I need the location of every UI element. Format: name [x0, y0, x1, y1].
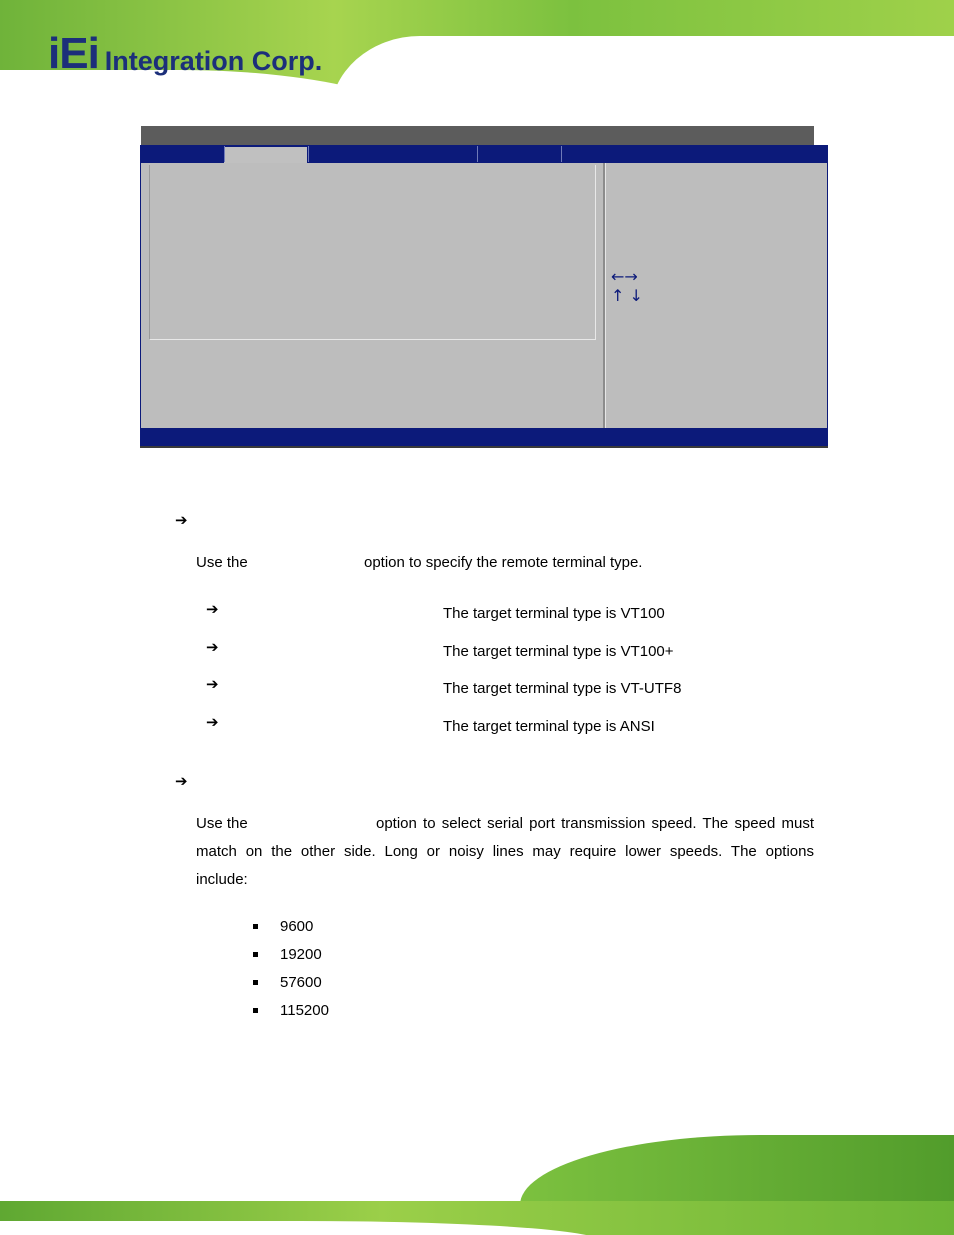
- section1-arrow-icon: ➔: [175, 511, 188, 529]
- option-arrow-icon: ➔: [206, 675, 219, 693]
- page-header-banner: [0, 0, 954, 118]
- option-description: The target terminal type is ANSI: [443, 718, 655, 735]
- speed-option: 57600: [280, 974, 322, 991]
- bios-body: [140, 163, 828, 428]
- tab-separator: [308, 146, 309, 162]
- speed-option: 115200: [280, 1002, 329, 1019]
- option-description: The target terminal type is VT100: [443, 605, 665, 622]
- option-description: The target terminal type is VT-UTF8: [443, 680, 682, 697]
- bullet-icon: [253, 952, 258, 957]
- bios-settings-panel: [149, 165, 596, 340]
- page-footer-banner: [0, 1135, 954, 1235]
- option-arrow-icon: ➔: [206, 713, 219, 731]
- section1-intro-suffix: option to specify the remote terminal type.: [364, 554, 643, 571]
- section2-intro-line2: match on the other side. Long or noisy lines may require lower speeds. The options: [196, 843, 814, 860]
- logo-mark: iEi: [48, 29, 99, 78]
- option-arrow-icon: ➔: [206, 600, 219, 618]
- bios-status-bar: [140, 428, 828, 448]
- option-arrow-icon: ➔: [206, 638, 219, 656]
- header-white-swoosh: [330, 36, 954, 118]
- section1-intro-prefix: Use the: [196, 554, 248, 571]
- left-right-arrows-icon: ←→: [611, 267, 638, 286]
- speed-option: 19200: [280, 946, 322, 963]
- bullet-icon: [253, 924, 258, 929]
- iei-logo: [48, 30, 322, 76]
- bullet-icon: [253, 1008, 258, 1013]
- bios-panel-divider: [603, 163, 606, 428]
- section2-intro-line1: option to select serial port transmission speed. The speed must: [376, 815, 814, 832]
- bios-help-panel: [611, 267, 643, 305]
- section2-intro-line3: include:: [196, 871, 248, 888]
- tab-separator: [477, 146, 478, 162]
- speed-option: 9600: [280, 918, 314, 935]
- logo-text: Integration Corp.: [104, 46, 323, 76]
- tab-separator: [561, 146, 562, 162]
- bullet-icon: [253, 980, 258, 985]
- bios-title-bar: [141, 126, 814, 145]
- bios-active-tab: [224, 147, 307, 163]
- bios-menu-tabs: [140, 145, 828, 163]
- up-down-arrows-icon: ↑ ↓: [611, 286, 643, 305]
- bios-screenshot: [140, 126, 828, 448]
- section2-arrow-icon: ➔: [175, 772, 188, 790]
- option-description: The target terminal type is VT100+: [443, 643, 674, 660]
- tab-separator: [224, 146, 225, 162]
- section2-intro-prefix: Use the: [196, 815, 248, 832]
